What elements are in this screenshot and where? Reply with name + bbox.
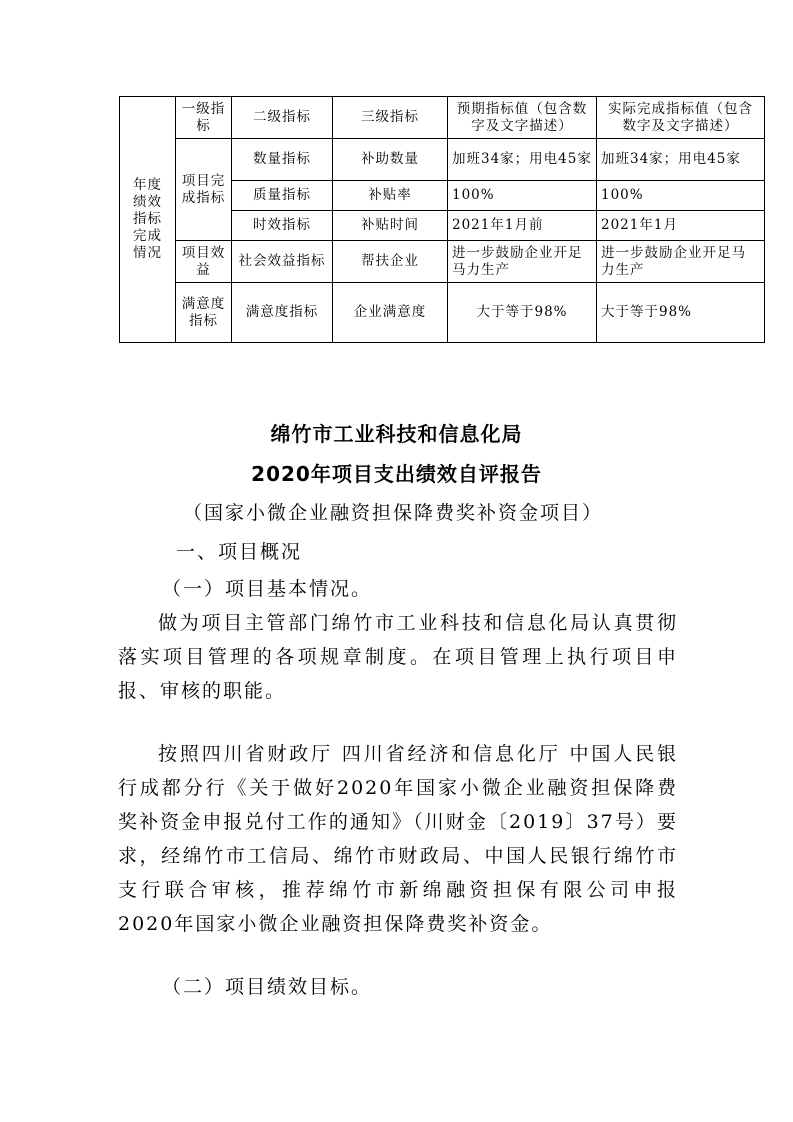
expected-cell: 进一步鼓励企业开足马力生产	[448, 241, 597, 283]
level2-cell: 社会效益指标	[232, 241, 333, 283]
level3-cell: 补贴时间	[333, 211, 448, 241]
level1-project-benefit: 项目效益	[176, 241, 232, 283]
expected-cell: 加班34家；用电45家	[448, 139, 597, 181]
section-heading-overview: 一、项目概况	[176, 541, 303, 563]
actual-cell: 进一步鼓励企业开足马力生产	[597, 241, 765, 283]
level2-cell: 时效指标	[232, 211, 333, 241]
paragraph-management: 做为项目主管部门绵竹市工业科技和信息化局认真贯彻落实项目管理的各项规章制度。在项目管理上执行项目申报、审核的职能。	[118, 612, 678, 702]
header-level2: 二级指标	[232, 97, 333, 139]
subsection-heading-basic-info: （一）项目基本情况。	[162, 578, 373, 600]
level1-project-completion: 项目完成指标	[176, 139, 232, 241]
table-header-row	[120, 97, 765, 139]
table-row	[120, 139, 765, 181]
actual-cell: 2021年1月	[597, 211, 765, 241]
header-level1: 一级指标	[176, 97, 232, 139]
level3-cell: 帮扶企业	[333, 241, 448, 283]
expected-cell: 大于等于98%	[448, 283, 597, 343]
expected-cell: 100%	[448, 181, 597, 211]
level3-cell: 企业满意度	[333, 283, 448, 343]
report-title-line2: 2020年项目支出绩效自评报告	[251, 462, 542, 486]
subsection-heading-goals: （二）项目绩效目标。	[162, 976, 373, 998]
row-header-annual-performance: 年度绩效指标完成情况	[120, 97, 176, 343]
table-row	[120, 283, 765, 343]
level1-satisfaction: 满意度指标	[176, 283, 232, 343]
level2-cell: 质量指标	[232, 181, 333, 211]
header-level3: 三级指标	[333, 97, 448, 139]
actual-cell: 大于等于98%	[597, 283, 765, 343]
report-subtitle: （国家小微企业融资担保降费奖补资金项目）	[183, 502, 604, 524]
level2-cell: 满意度指标	[232, 283, 333, 343]
paragraph-application: 按照四川省财政厅 四川省经济和信息化厅 中国人民银行成都分行《关于做好2020年国家小微企业融资担保降费奖补资金申报兑付工作的通知》（川财金〔2019〕37号）要求，经绵竹市工信局、绵竹市财政局、中国人民银行绵竹市支行联合审核，推荐绵竹市新绵融资担保有限公司申报2020年国家小微企业融资担保降费奖补资金。	[118, 743, 678, 935]
level2-cell: 数量指标	[232, 139, 333, 181]
header-actual: 实际完成指标值（包含数字及文字描述）	[597, 97, 765, 139]
actual-cell: 加班34家；用电45家	[597, 139, 765, 181]
expected-cell: 2021年1月前	[448, 211, 597, 241]
level3-cell: 补助数量	[333, 139, 448, 181]
level3-cell: 补贴率	[333, 181, 448, 211]
performance-indicator-table	[119, 96, 765, 343]
table-row	[120, 241, 765, 283]
header-expected: 预期指标值（包含数字及文字描述）	[448, 97, 597, 139]
actual-cell: 100%	[597, 181, 765, 211]
report-title-line1: 绵竹市工业科技和信息化局	[270, 422, 523, 446]
